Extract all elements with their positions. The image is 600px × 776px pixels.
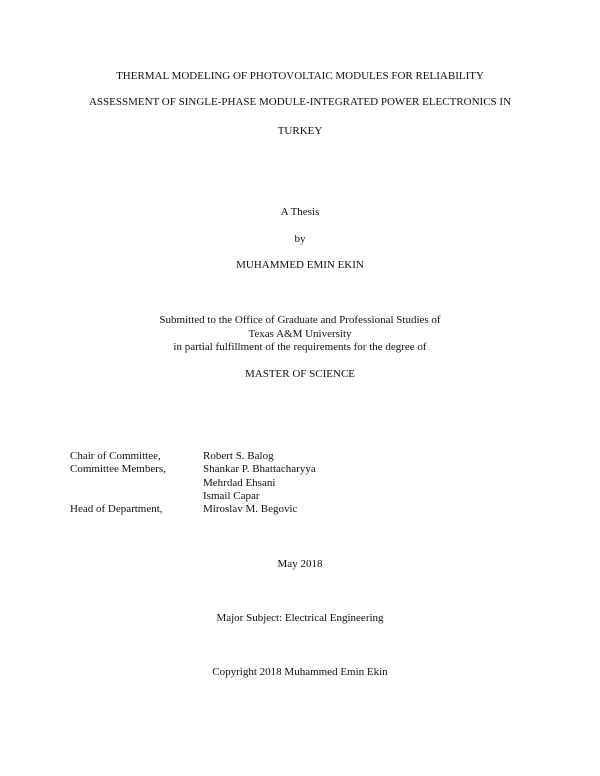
major-subject: Major Subject: Electrical Engineering (216, 612, 384, 624)
title-line-3: TURKEY (277, 125, 323, 137)
submission-line-3: in partial fulfillment of the requirements for the degree of (173, 341, 427, 353)
degree: MASTER OF SCIENCE (244, 368, 356, 380)
title-line-2: ASSESSMENT OF SINGLE-PHASE MODULE-INTEGRATED POWER ELECTRONICS IN (88, 96, 512, 108)
document-type: A Thesis (280, 206, 320, 218)
author-name: MUHAMMED EMIN EKIN (236, 259, 364, 271)
chair-name: Robert S. Balog (203, 450, 274, 462)
member-name: Shankar P. Bhattacharyya (203, 463, 316, 475)
member-name: Mehrdad Ehsani (203, 477, 276, 489)
title-line-1: THERMAL MODELING OF PHOTOVOLTAIC MODULES FOR RELIABILITY (116, 70, 484, 82)
submission-line-1: Submitted to the Office of Graduate and Professional Studies of (159, 314, 441, 326)
copyright: Copyright 2018 Muhammed Emin Ekin (212, 666, 388, 678)
chair-label: Chair of Committee, (70, 450, 161, 462)
by-line: by (294, 233, 306, 245)
head-label: Head of Department, (70, 503, 163, 515)
head-name: Miroslav M. Begovic (203, 503, 298, 515)
date: May 2018 (277, 558, 323, 570)
submission-line-2: Texas A&M University (248, 328, 352, 340)
members-label: Committee Members, (70, 463, 166, 475)
member-name: Ismail Capar (203, 490, 260, 502)
